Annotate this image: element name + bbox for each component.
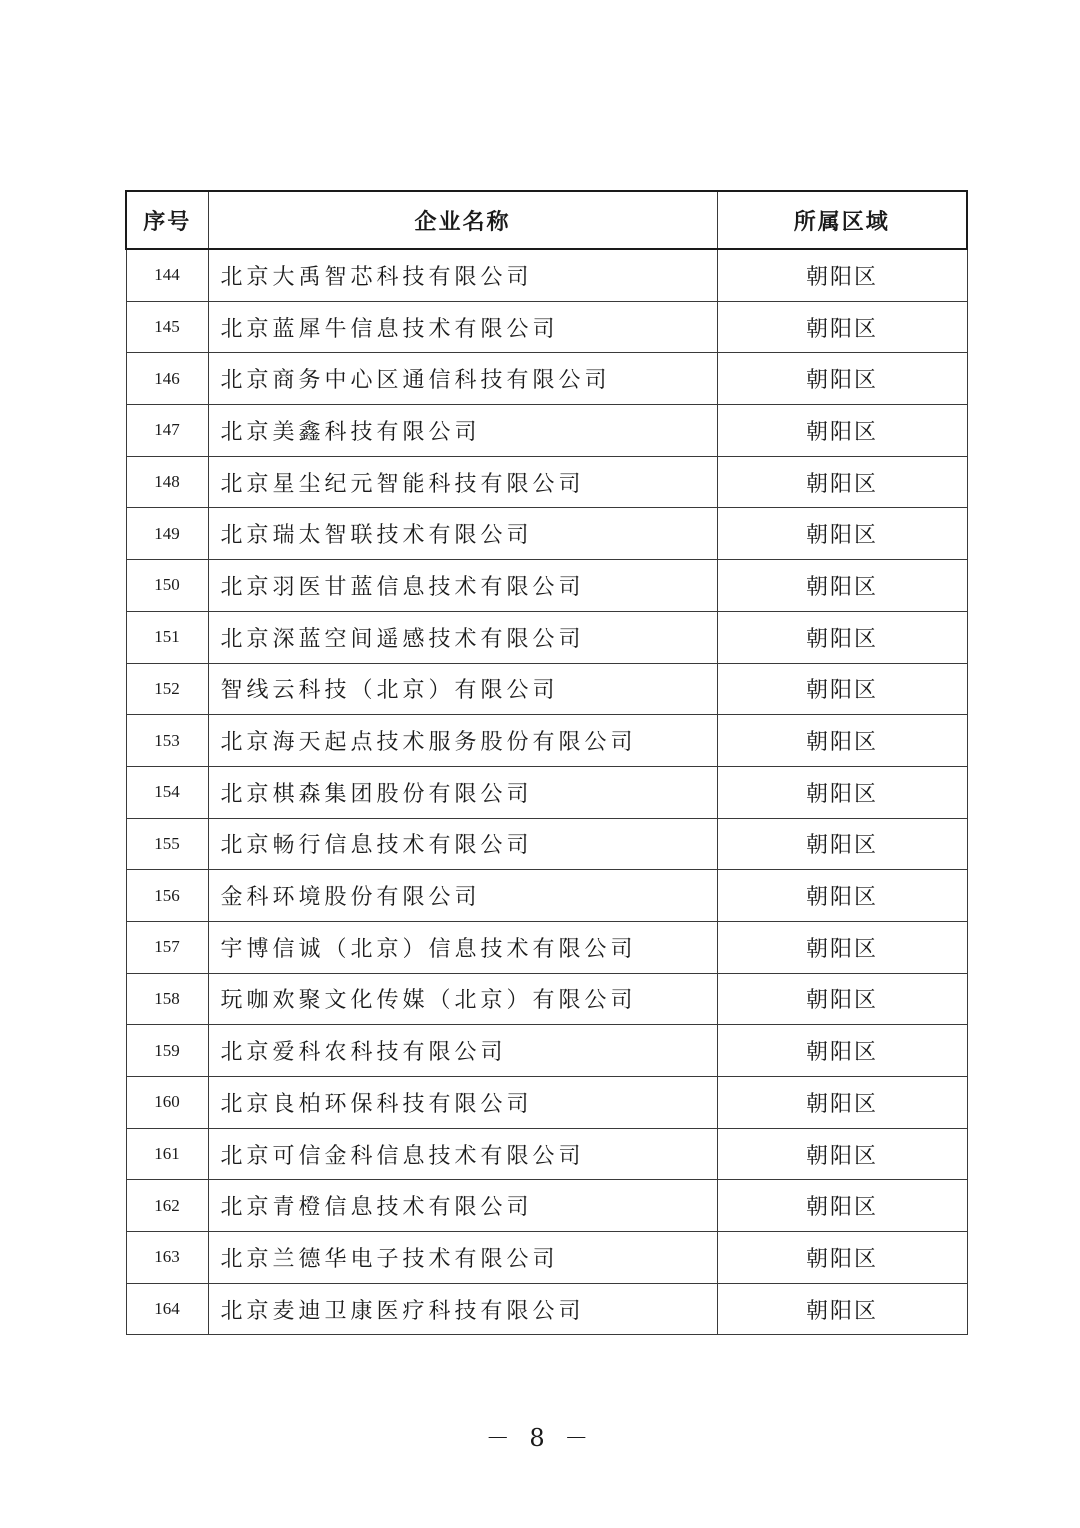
serial-number-cell: 149: [126, 508, 208, 560]
district-cell: 朝阳区: [717, 921, 967, 973]
district-cell: 朝阳区: [717, 715, 967, 767]
serial-number-cell: 159: [126, 1025, 208, 1077]
serial-number-cell: 160: [126, 1077, 208, 1129]
company-name-cell: 北京美鑫科技有限公司: [208, 405, 717, 457]
serial-number-cell: 153: [126, 715, 208, 767]
table-row: [126, 1180, 967, 1232]
district-cell: 朝阳区: [717, 1128, 967, 1180]
company-name-cell: 北京商务中心区通信科技有限公司: [208, 353, 717, 405]
district-cell: 朝阳区: [717, 611, 967, 663]
district-cell: 朝阳区: [717, 766, 967, 818]
header-row: [126, 191, 967, 249]
company-name-cell: 北京兰德华电子技术有限公司: [208, 1232, 717, 1284]
serial-number-cell: 151: [126, 611, 208, 663]
district-cell: 朝阳区: [717, 818, 967, 870]
company-name-cell: 北京可信金科信息技术有限公司: [208, 1128, 717, 1180]
table-row: [126, 715, 967, 767]
district-cell: 朝阳区: [717, 249, 967, 301]
district-cell: 朝阳区: [717, 1232, 967, 1284]
district-cell: 朝阳区: [717, 405, 967, 457]
district-cell: 朝阳区: [717, 353, 967, 405]
table-row: [126, 456, 967, 508]
district-cell: 朝阳区: [717, 301, 967, 353]
serial-number-cell: 154: [126, 766, 208, 818]
table-body: [126, 249, 967, 1335]
page-number: － 8 －: [485, 1424, 595, 1452]
district-cell: 朝阳区: [717, 456, 967, 508]
table-row: [126, 921, 967, 973]
serial-number-cell: 163: [126, 1232, 208, 1284]
district-cell: 朝阳区: [717, 1025, 967, 1077]
serial-number-cell: 148: [126, 456, 208, 508]
district-cell: 朝阳区: [717, 870, 967, 922]
header-company-name: 企业名称: [208, 191, 717, 249]
serial-number-cell: 144: [126, 249, 208, 301]
table-row: [126, 508, 967, 560]
table-row: [126, 249, 967, 301]
table-row: [126, 405, 967, 457]
company-name-cell: 北京蓝犀牛信息技术有限公司: [208, 301, 717, 353]
company-name-cell: 北京良柏环保科技有限公司: [208, 1077, 717, 1129]
table-row: [126, 611, 967, 663]
table-row: [126, 1283, 967, 1335]
table-row: [126, 301, 967, 353]
table-row: [126, 766, 967, 818]
header-district: 所属区域: [717, 191, 967, 249]
district-cell: 朝阳区: [717, 1077, 967, 1129]
district-cell: 朝阳区: [717, 1180, 967, 1232]
company-name-cell: 北京瑞太智联技术有限公司: [208, 508, 717, 560]
district-cell: 朝阳区: [717, 508, 967, 560]
enterprise-table: [125, 190, 968, 1335]
table-row: [126, 818, 967, 870]
serial-number-cell: 150: [126, 560, 208, 612]
company-name-cell: 北京麦迪卫康医疗科技有限公司: [208, 1283, 717, 1335]
district-cell: 朝阳区: [717, 1283, 967, 1335]
serial-number-cell: 161: [126, 1128, 208, 1180]
table-row: [126, 353, 967, 405]
table-row: [126, 973, 967, 1025]
serial-number-cell: 156: [126, 870, 208, 922]
district-cell: 朝阳区: [717, 560, 967, 612]
company-name-cell: 金科环境股份有限公司: [208, 870, 717, 922]
company-name-cell: 北京青橙信息技术有限公司: [208, 1180, 717, 1232]
table-row: [126, 1232, 967, 1284]
company-name-cell: 北京海天起点技术服务股份有限公司: [208, 715, 717, 767]
district-cell: 朝阳区: [717, 663, 967, 715]
company-name-cell: 玩咖欢聚文化传媒（北京）有限公司: [208, 973, 717, 1025]
serial-number-cell: 145: [126, 301, 208, 353]
serial-number-cell: 157: [126, 921, 208, 973]
serial-number-cell: 155: [126, 818, 208, 870]
company-name-cell: 北京星尘纪元智能科技有限公司: [208, 456, 717, 508]
company-name-cell: 北京深蓝空间遥感技术有限公司: [208, 611, 717, 663]
serial-number-cell: 164: [126, 1283, 208, 1335]
table-row: [126, 1025, 967, 1077]
district-cell: 朝阳区: [717, 973, 967, 1025]
table-row: [126, 870, 967, 922]
company-name-cell: 北京畅行信息技术有限公司: [208, 818, 717, 870]
company-name-cell: 北京棋森集团股份有限公司: [208, 766, 717, 818]
table-row: [126, 560, 967, 612]
company-name-cell: 智线云科技（北京）有限公司: [208, 663, 717, 715]
table-header: [126, 191, 967, 249]
company-name-cell: 北京爱科农科技有限公司: [208, 1025, 717, 1077]
serial-number-cell: 152: [126, 663, 208, 715]
company-name-cell: 宇博信诚（北京）信息技术有限公司: [208, 921, 717, 973]
table-row: [126, 1077, 967, 1129]
company-name-cell: 北京羽医甘蓝信息技术有限公司: [208, 560, 717, 612]
serial-number-cell: 147: [126, 405, 208, 457]
table-row: [126, 663, 967, 715]
table-row: [126, 1128, 967, 1180]
header-serial-number: 序号: [126, 191, 208, 249]
serial-number-cell: 162: [126, 1180, 208, 1232]
company-name-cell: 北京大禹智芯科技有限公司: [208, 249, 717, 301]
serial-number-cell: 146: [126, 353, 208, 405]
serial-number-cell: 158: [126, 973, 208, 1025]
